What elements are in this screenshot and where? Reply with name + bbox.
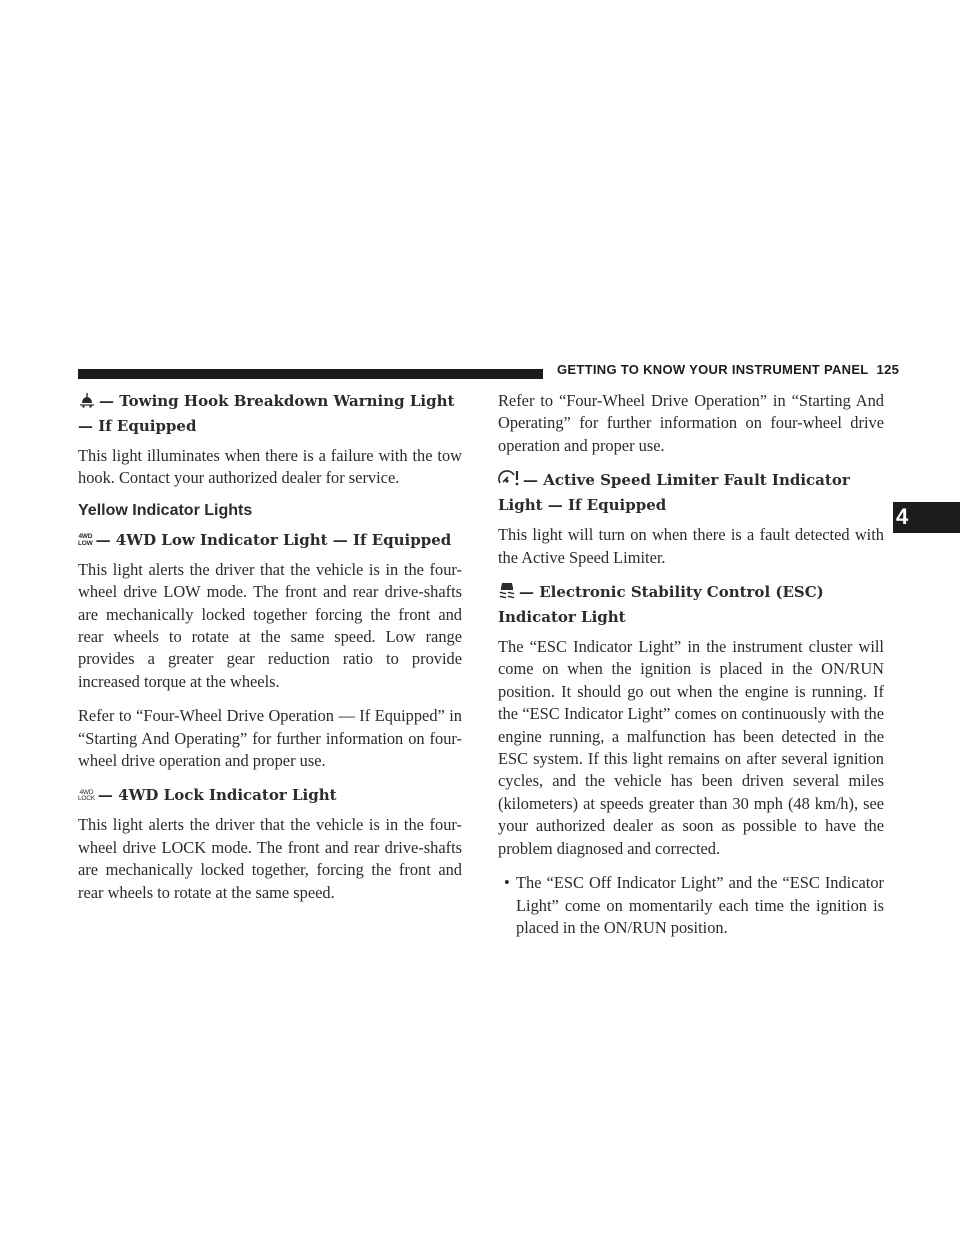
header-rule: [78, 369, 543, 379]
bullet-dot-icon: •: [504, 873, 510, 893]
header-title: GETTING TO KNOW YOUR INSTRUMENT PANEL: [557, 362, 869, 377]
4wd-low-body-2: Refer to “Four-Wheel Drive Operation — If Equipped” in “Starting And Operating” for further information on four-wheel drive operation and proper use.: [78, 706, 462, 771]
4wd-lock-heading: 4WD LOCK — 4WD Lock Indicator Light: [78, 786, 337, 805]
towing-body: This light illuminates when there is a failure with the tow hook. Contact your authorized dealer for service.: [78, 446, 462, 488]
4wd-low-body-1: This light alerts the driver that the vehicle is in the four-wheel drive LOW mode. The front and rear drive-shafts are mechanically locked together forcing the front and rear wheels to rotate at the same speed. Low range provides a greater gear reduction ratio to provide increased torque at the wheels.: [78, 559, 462, 691]
esc-bullet-text: The “ESC Off Indicator Light” and the “ESC Indicator Light” come on momentarily each time the ignition is placed in the ON/RUN position.: [516, 873, 884, 937]
speed-limiter-fault-icon: [498, 469, 520, 494]
esc-body: The “ESC Indicator Light” in the instrument cluster will come on when the ignition is placed in the ON/RUN position. It should go out when the engine is running. If the “ESC Indicator Light” comes on continuously with the engine running, a malfunction has been detected in the ESC system. If this light remains on after several ignition cycles, and the vehicle has been driven several miles (kilometers) at speeds greater than 30 mph (48 km/h), see your authorized dealer as soon as possible to have the problem diagnosed and corrected.: [498, 637, 884, 858]
4wd-lock-body: This light alerts the driver that the vehicle is in the four-wheel drive LOCK mode. The front and rear drive-shafts are mechanically locked together, forcing the front and rear wheels to rotate at the same speed.: [78, 815, 462, 902]
yellow-lights-heading: Yellow Indicator Lights: [78, 501, 253, 519]
esc-skidding-car-icon: [498, 581, 516, 606]
asl-heading: — Active Speed Limiter Fault Indicator Light — If Equipped: [498, 471, 850, 515]
4wd-low-icon: 4WD LOW: [78, 533, 93, 547]
esc-heading: — Electronic Stability Control (ESC) Indicator Light: [498, 583, 824, 627]
chapter-number: 4: [896, 504, 909, 529]
page-number: 125: [876, 362, 900, 377]
continued-body: Refer to “Four-Wheel Drive Operation” in “Starting And Operating” for further information on four-wheel drive operation and proper use.: [498, 391, 884, 455]
esc-bullet-item: [498, 872, 884, 939]
asl-body: This light will turn on when there is a fault detected with the Active Speed Limiter.: [498, 525, 884, 567]
towing-heading: — Towing Hook Breakdown Warning Light — If Equipped: [78, 392, 455, 435]
4wd-low-heading: 4WD LOW — 4WD Low Indicator Light — If Equipped: [78, 530, 452, 549]
left-column: [78, 390, 462, 916]
4wd-lock-icon: 4WD LOCK: [78, 788, 95, 803]
chapter-tab: [893, 502, 960, 533]
running-header: [557, 362, 899, 377]
right-column: [498, 390, 884, 939]
tow-hook-icon: [78, 392, 96, 415]
